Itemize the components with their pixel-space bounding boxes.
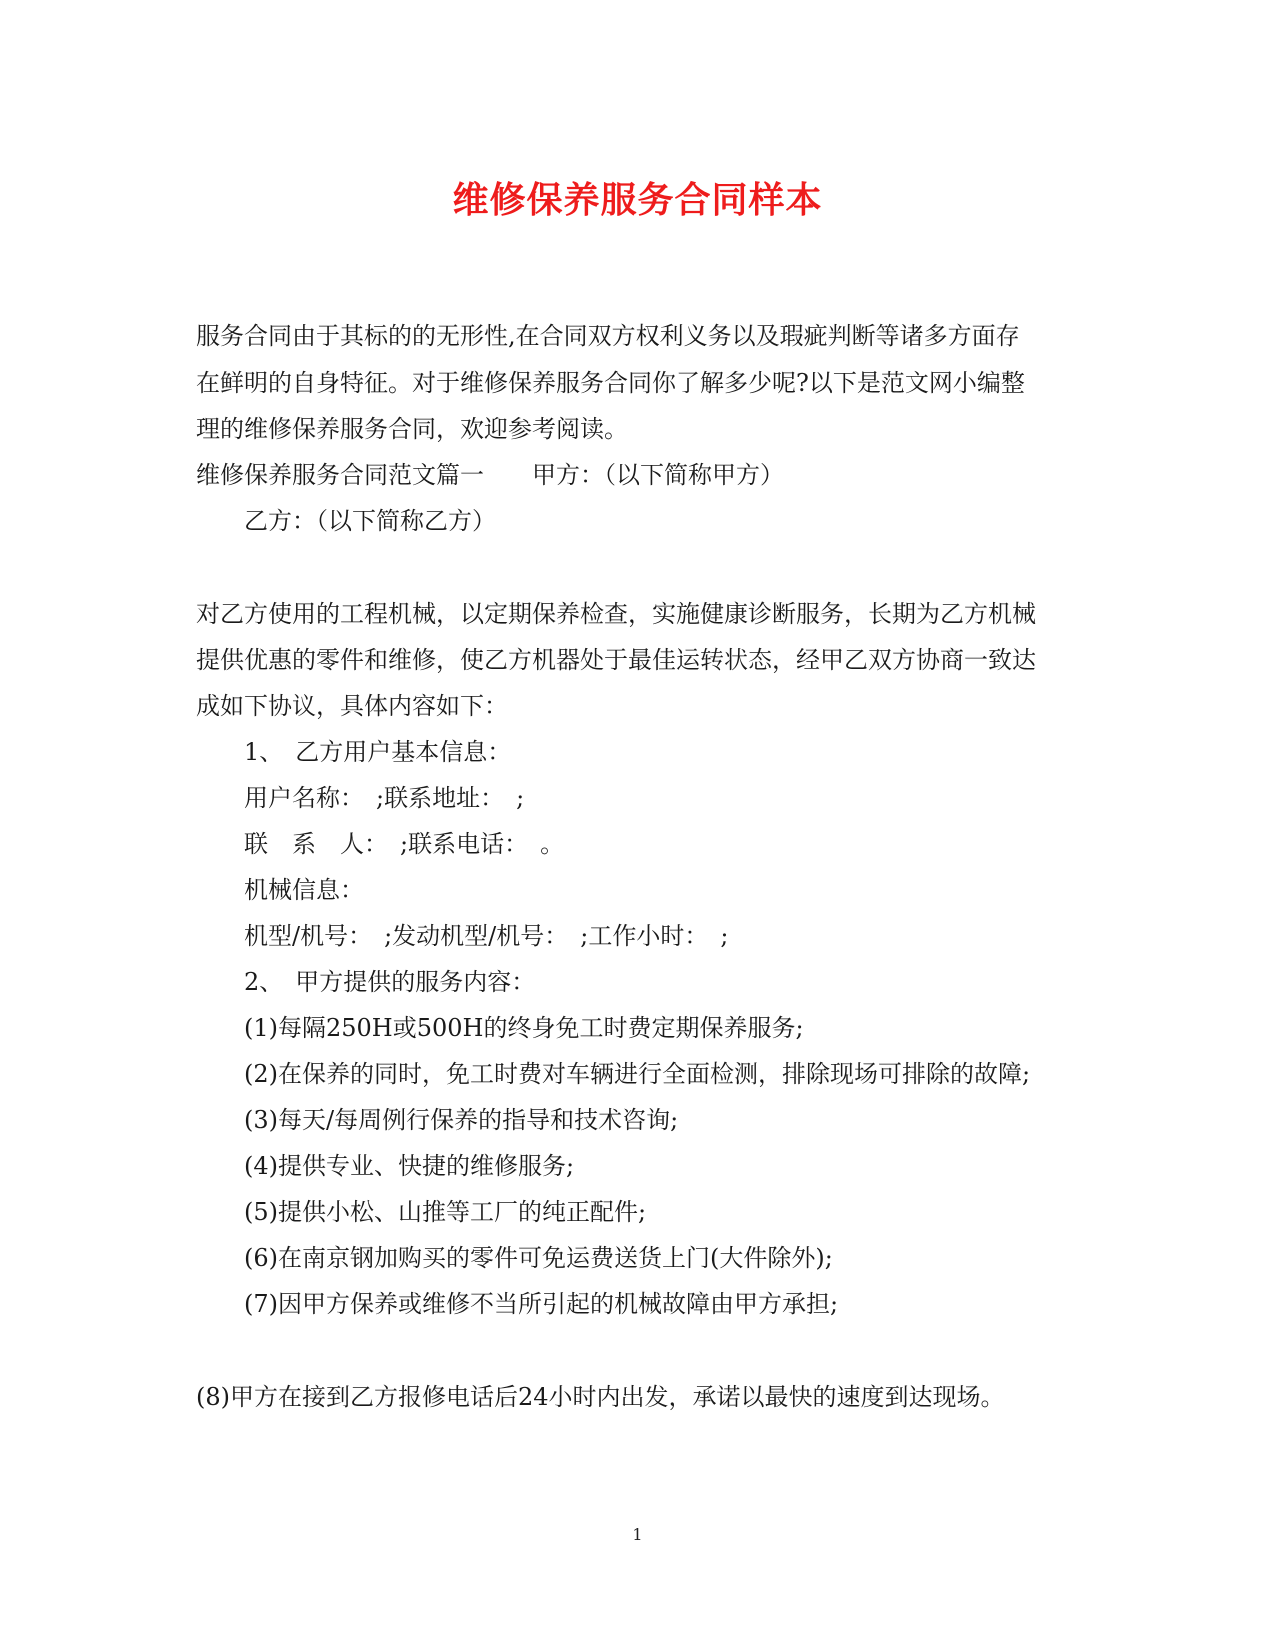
machine-info-heading: 机械信息： <box>244 876 364 904</box>
page-number: 1 <box>632 1525 643 1544</box>
service-item-7: (7)因甲方保养或维修不当所引起的机械故障由甲方承担; <box>244 1290 839 1318</box>
party-b: 乙方：（以下简称乙方） <box>244 507 496 535</box>
document-title: 维修保养服务合同样本 <box>452 179 823 221</box>
clause-2-heading: 2、 甲方提供的服务内容： <box>244 968 536 996</box>
machine-model-line: 机型/机号： ;发动机型/机号： ;工作小时： ; <box>244 922 729 950</box>
service-item-2: (2)在保养的同时，免工时费对车辆进行全面检测，排除现场可排除的故障; <box>244 1060 1031 1088</box>
service-item-1: (1)每隔250H或500H的终身免工时费定期保养服务; <box>244 1014 804 1042</box>
intro-line-3: 理的维修保养服务合同，欢迎参考阅读。 <box>196 415 628 443</box>
service-item-6: (6)在南京钢加购买的零件可免运费送货上门(大件除外); <box>244 1244 833 1272</box>
purpose-line-3: 成如下协议，具体内容如下： <box>196 692 508 720</box>
service-item-8: (8)甲方在接到乙方报修电话后24小时内出发，承诺以最快的速度到达现场。 <box>196 1383 1005 1411</box>
clause-1-heading: 1、 乙方用户基本信息： <box>244 738 512 766</box>
service-item-5: (5)提供小松、山推等工厂的纯正配件; <box>244 1198 647 1226</box>
intro-line-2: 在鲜明的自身特征。对于维修保养服务合同你了解多少呢?以下是范文网小编整 <box>196 369 1025 397</box>
user-name-address: 用户名称： ;联系地址： ; <box>244 784 525 812</box>
section-heading-line <box>196 460 784 490</box>
intro-line-1: 服务合同由于其标的的无形性,在合同双方权利义务以及瑕疵判断等诸多方面存 <box>196 322 1020 350</box>
service-item-4: (4)提供专业、快捷的维修服务; <box>244 1152 575 1180</box>
contact-phone: 联 系 人： ;联系电话： 。 <box>244 830 565 858</box>
purpose-line-2: 提供优惠的零件和维修，使乙方机器处于最佳运转状态，经甲乙双方协商一致达 <box>196 646 1036 674</box>
purpose-line-1: 对乙方使用的工程机械，以定期保养检查，实施健康诊断服务，长期为乙方机械 <box>196 600 1036 628</box>
service-item-3: (3)每天/每周例行保养的指导和技术咨询; <box>244 1106 679 1134</box>
party-a: 甲方：（以下简称甲方） <box>532 461 784 489</box>
section-heading: 维修保养服务合同范文篇一 <box>196 461 484 489</box>
